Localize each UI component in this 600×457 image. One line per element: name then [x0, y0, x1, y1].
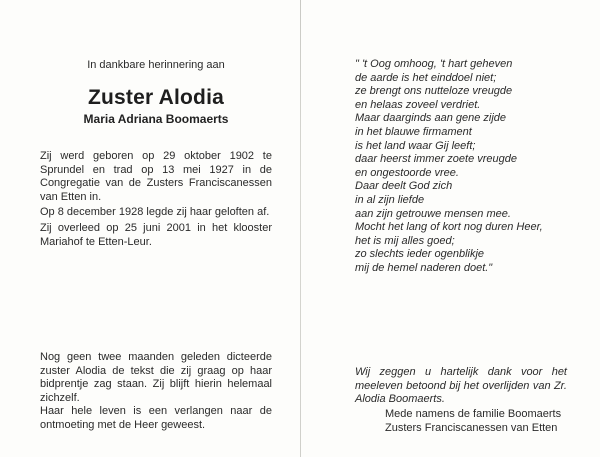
- poem-line: en helaas zoveel verdriet.: [355, 98, 481, 111]
- deceased-name: Zuster Alodia: [87, 86, 224, 109]
- thanks-note: Wij zeggen u hartelijk dank voor het meeleven betoond bij het overlijden van Zr. Alodia Boomaerts.: [355, 366, 567, 406]
- poem: [355, 58, 575, 276]
- story: [40, 351, 272, 433]
- poem-line: ze brengt ons nutteloze vreugde: [355, 85, 513, 98]
- poem-line: mij de hemel naderen doet.": [355, 261, 493, 274]
- bio-paragraph: Zij werd geboren op 29 oktober 1902 te Sprundel en trad op 13 mei 1927 in de Congregatie van de Zusters Franciscanessen van Etten in.: [40, 150, 272, 203]
- intro-line: In dankbare herinnering aan: [87, 59, 225, 71]
- signoff-line: Zusters Franciscanessen van Etten: [385, 421, 558, 434]
- poem-line: in het blauwe firmament: [355, 125, 472, 138]
- signoff: [385, 408, 585, 435]
- poem-line: Maar daarginds aan gene zijde: [355, 112, 507, 125]
- poem-line: en ongestoorde vree.: [355, 166, 459, 179]
- bio-paragraph: Zij overleed op 25 juni 2001 in het klooster Mariahof te Etten-Leur.: [40, 221, 272, 248]
- biography: [40, 150, 272, 251]
- story-paragraph: Nog geen twee maanden geleden dicteerde zuster Alodia de tekst die zij graag op haar bidprentje zag staan. Zij blijft hierin helemaal zichzelf.: [40, 351, 272, 404]
- card-fold-line: [300, 0, 301, 457]
- poem-line: het is mij alles goed;: [355, 234, 455, 247]
- poem-line: zo slechts ieder ogenblikje: [355, 248, 485, 261]
- poem-line: aan zijn getrouwe mensen mee.: [355, 207, 511, 220]
- story-paragraph: Haar hele leven is een verlangen naar de ontmoeting met de Heer geweest.: [40, 405, 272, 431]
- signoff-line: Mede namens de familie Boomaerts: [385, 408, 562, 420]
- poem-line: in al zijn liefde: [355, 193, 425, 206]
- poem-line: is het land waar Gij leeft;: [355, 139, 476, 152]
- poem-line: de aarde is het einddoel niet;: [355, 71, 497, 84]
- bio-paragraph: Op 8 december 1928 legde zij haar geloften af.: [40, 206, 270, 219]
- poem-line: Mocht het lang of kort nog duren Heer,: [355, 221, 543, 234]
- poem-line: " 't Oog omhoog, 't hart geheven: [355, 58, 513, 70]
- deceased-full-name: Maria Adriana Boomaerts: [83, 112, 229, 126]
- poem-line: daar heerst immer zoete vreugde: [355, 153, 518, 166]
- poem-line: Daar deelt God zich: [355, 180, 453, 193]
